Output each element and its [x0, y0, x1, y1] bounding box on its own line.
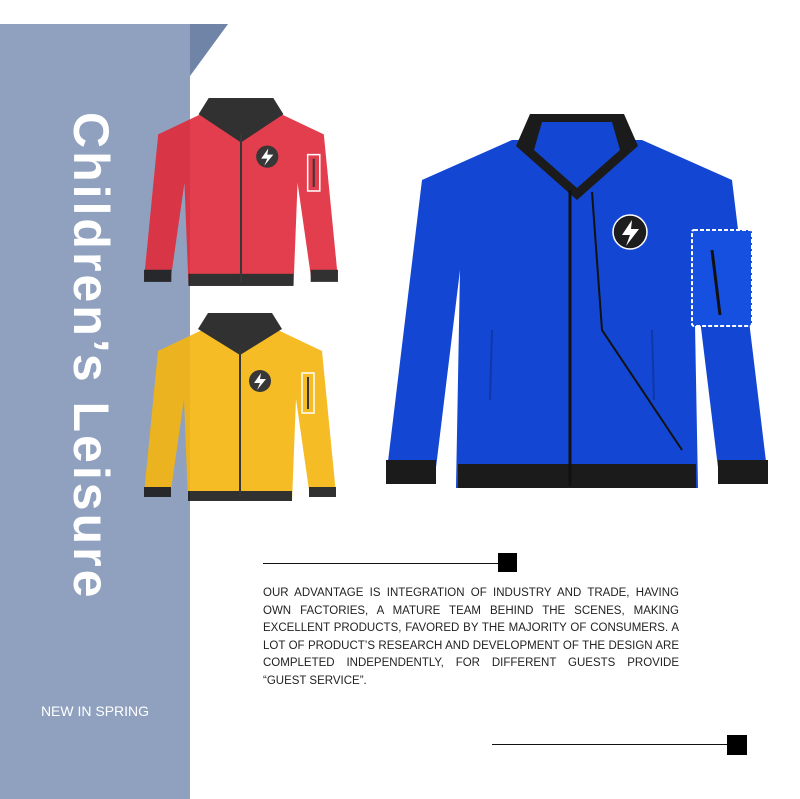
divider-line-bottom — [492, 744, 732, 745]
panel-corner-tab — [190, 24, 228, 76]
vertical-title: Children’s Leisure — [63, 112, 119, 601]
spring-tagline: NEW IN SPRING — [40, 703, 150, 719]
divider-square-top — [498, 553, 517, 572]
divider-square-bottom — [727, 735, 747, 755]
yellow-jacket-image — [140, 308, 340, 510]
blue-jacket-image — [382, 110, 772, 496]
description-text: OUR ADVANTAGE IS INTEGRATION OF INDUSTRY AND TRADE, HAVING OWN FACTORIES, A MATURE TEAM BEHIND THE SCENES, MAKING EXCELLENT PRODUCTS, FAVORED BY THE MAJORITY OF CONSUMERS. A LOT OF PRODUCT’S RESEARCH AND DEVELOPMENT OF THE DESIGN ARE COMPLETED INDEPENDENTLY, FOR DIFFERENT GUESTS PROVIDE “GUEST SERVICE”. — [263, 587, 679, 687]
red-jacket-image — [140, 92, 342, 294]
divider-line-top — [263, 563, 503, 564]
